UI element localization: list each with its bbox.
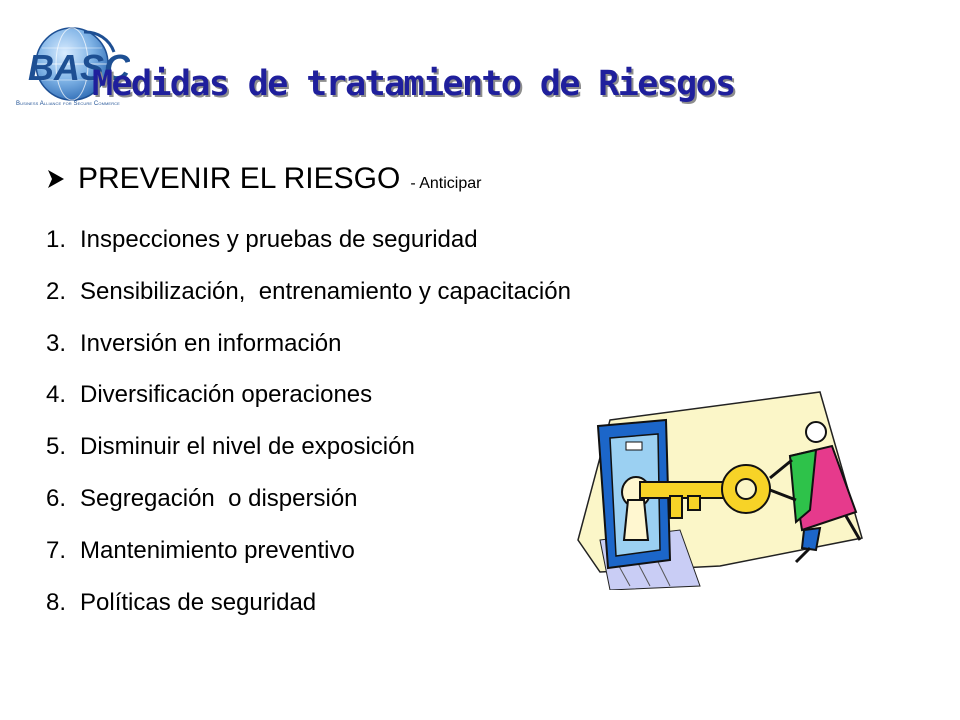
logo-tagline: Business Alliance for Secure Commerce xyxy=(16,101,120,107)
list-item xyxy=(46,381,571,433)
list-item xyxy=(46,278,571,330)
list-item xyxy=(46,330,571,382)
item-number: 7. xyxy=(46,536,67,564)
item-number: 1. xyxy=(46,226,67,253)
slide-title: Medidas de tratamiento de Riesgos xyxy=(92,64,735,104)
list-item xyxy=(46,537,571,589)
svg-text:BASC: BASC xyxy=(28,47,130,88)
list-item xyxy=(46,433,571,485)
arrow-bullet-icon xyxy=(46,168,66,190)
item-text: Políticas de seguridad xyxy=(80,588,317,616)
key-in-keyhole-illustration xyxy=(570,390,870,590)
subhead-note: - Anticipar xyxy=(410,175,482,192)
item-text: Inversión en información xyxy=(80,329,342,357)
item-text: Segregación o dispersión xyxy=(80,484,358,512)
subhead-text: PREVENIR EL RIESGO xyxy=(78,162,401,195)
list-item xyxy=(46,485,571,537)
item-number: 8. xyxy=(46,588,67,616)
item-number: 6. xyxy=(46,484,67,512)
item-number: 5. xyxy=(46,433,67,461)
item-number: 3. xyxy=(46,329,67,357)
item-text: Disminuir el nivel de exposición xyxy=(80,433,415,461)
item-number: 4. xyxy=(46,381,67,409)
list-item xyxy=(46,226,571,278)
list-item xyxy=(46,589,571,641)
item-text: Diversificación operaciones xyxy=(80,381,373,409)
subhead xyxy=(46,162,481,196)
item-text: Sensibilización, entrenamiento y capacitación xyxy=(80,277,571,305)
item-text: Mantenimiento preventivo xyxy=(80,536,355,564)
measures-list xyxy=(46,226,571,640)
item-number: 2. xyxy=(46,277,67,305)
item-text: Inspecciones y pruebas de seguridad xyxy=(80,226,478,253)
